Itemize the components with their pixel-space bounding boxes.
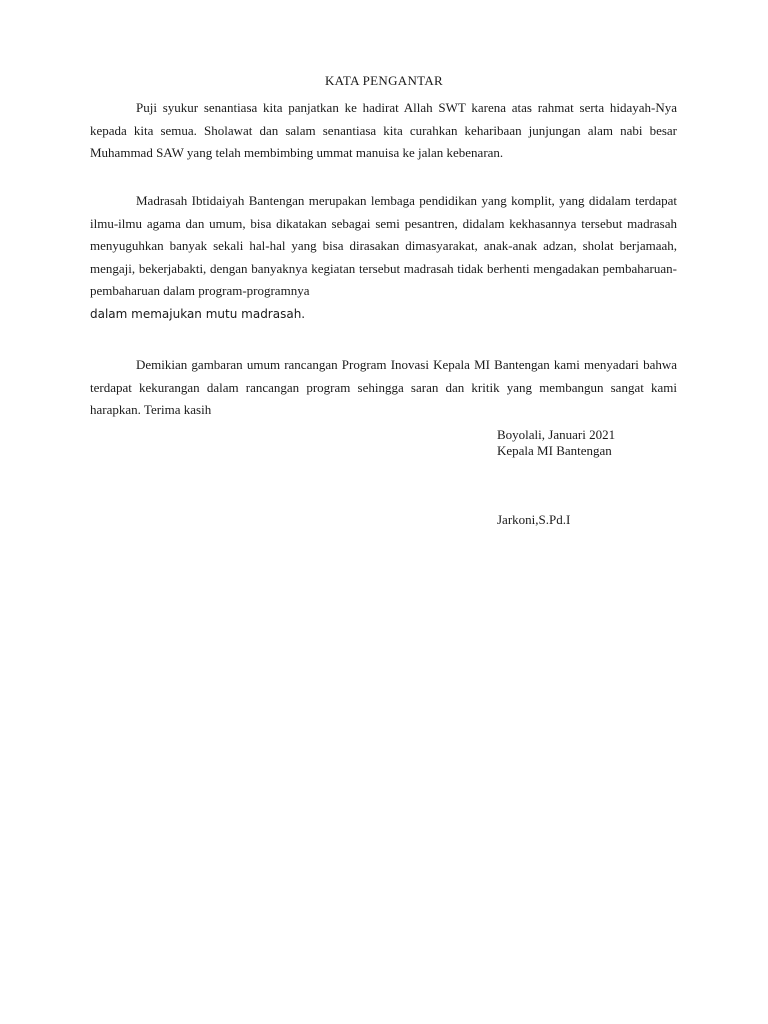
- paragraph-opening: Puji syukur senantiasa kita panjatkan ke hadirat Allah SWT karena atas rahmat serta hidayah-Nya kepada kita semua. Sholawat dan salam senantiasa kita curahkan keharibaan junjungan alam nabi besar Muhammad SAW yang telah membimbing ummat manuisa ke jalan kebenaran.: [90, 100, 677, 160]
- paragraph-closing: Demikian gambaran umum rancangan Program Inovasi Kepala MI Bantengan kami menyadari bahwa terdapat kekurangan dalam rancangan program sehingga saran dan kritik yang membangun sangat kami harapkan. Terima kasih: [90, 357, 677, 417]
- signature-place-date: Boyolali, Januari 2021: [497, 427, 616, 442]
- signature-name: Jarkoni,S.Pd.I: [497, 512, 571, 527]
- paragraph-madrasah-body: Madrasah Ibtidaiyah Bantengan merupakan lembaga pendidikan yang komplit, yang didalam terdapat ilmu-ilmu agama dan umum, bisa dikatakan sebagai semi pesantren, didalam kekhasannya tersebut madrasah menyuguhkan banyak sekali hal-hal yang bisa dirasakan dimasyarakat, anak-anak adzan, sholat berjamaah, mengaji, bekerjabakti, dengan banyaknya kegiatan tersebut madrasah tidak berhenti mengadakan pembaharuan-pembaharuan dalam program-programnya: [90, 193, 677, 298]
- document-title: KATA PENGANTAR: [324, 73, 444, 88]
- signature-role: Kepala MI Bantengan: [497, 443, 612, 458]
- paragraph-madrasah-last-line: dalam memajukan mutu madrasah.: [90, 306, 306, 321]
- paragraph-madrasah: [90, 190, 677, 325]
